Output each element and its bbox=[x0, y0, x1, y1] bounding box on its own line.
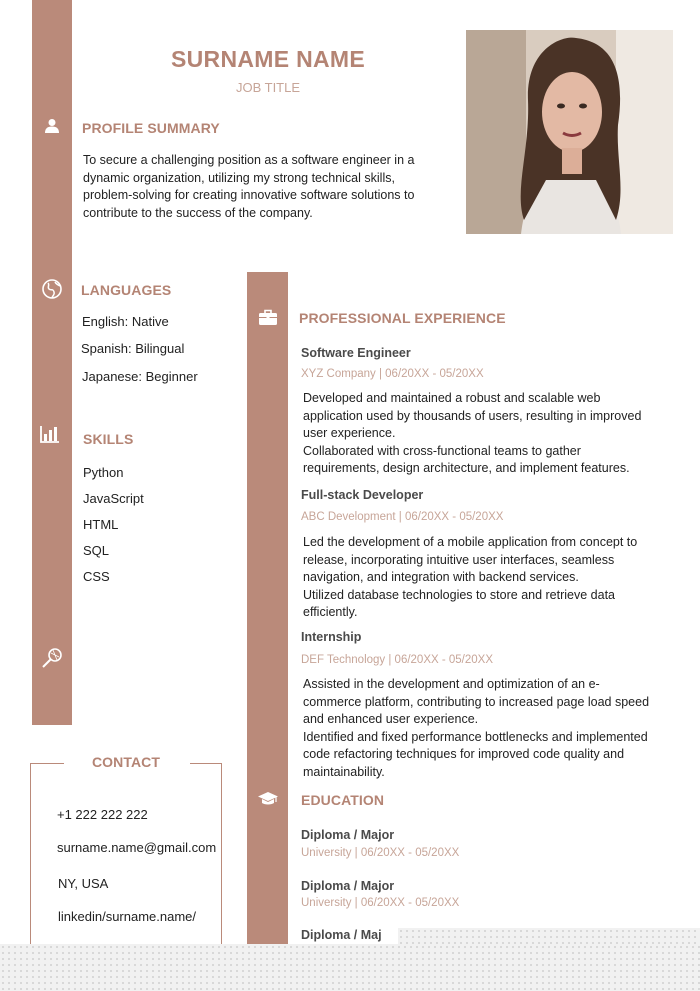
education-meta: University | 06/20XX - 05/20XX bbox=[301, 847, 460, 859]
contact-phone: +1 222 222 222 bbox=[57, 807, 148, 822]
job-line: user experience. bbox=[303, 426, 396, 440]
contact-border-left bbox=[30, 763, 31, 963]
job-role: Full-stack Developer bbox=[301, 488, 424, 502]
job-description bbox=[303, 676, 683, 781]
language-item: Spanish: Bilingual bbox=[81, 341, 185, 356]
contact-title: CONTACT bbox=[91, 754, 161, 770]
job-meta: XYZ Company | 06/20XX - 05/20XX bbox=[301, 368, 484, 380]
profile-summary-text bbox=[83, 152, 453, 222]
profile-photo bbox=[466, 30, 673, 234]
job-line: efficiently. bbox=[303, 605, 358, 619]
job-description bbox=[303, 534, 683, 622]
contact-linkedin: linkedin/surname.name/ bbox=[58, 909, 197, 924]
job-role: Software Engineer bbox=[301, 346, 411, 360]
bar-chart-icon bbox=[38, 423, 62, 445]
job-role: Internship bbox=[301, 630, 362, 644]
left-sidebar-bar bbox=[32, 0, 72, 725]
preview-cutoff-overlay bbox=[0, 944, 700, 991]
profile-line: contribute to the success of the company. bbox=[83, 205, 313, 220]
profile-line: dynamic organization, utilizing my strong technical skills, bbox=[83, 170, 395, 185]
job-line: code refactoring techniques for improved code quality and bbox=[303, 747, 625, 761]
job-line: navigation, and integration with backend services. bbox=[303, 570, 579, 584]
skill-item: CSS bbox=[83, 569, 110, 584]
education-degree: Diploma / Maj bbox=[301, 928, 382, 942]
candidate-name: SURNAME NAME bbox=[171, 46, 365, 72]
skill-item: HTML bbox=[83, 517, 119, 532]
job-line: release, incorporating intuitive user interfaces, seamless bbox=[303, 552, 615, 567]
job-description bbox=[303, 390, 683, 478]
education-degree: Diploma / Major bbox=[301, 879, 395, 893]
education-degree: Diploma / Major bbox=[301, 828, 395, 842]
job-line: Collaborated with cross-functional teams to gather bbox=[303, 443, 581, 458]
contact-email: surname.name@gmail.com bbox=[57, 840, 217, 855]
job-line: Led the development of a mobile application from concept to bbox=[303, 535, 638, 549]
job-line: commerce platform, contributing to increased page load speed bbox=[303, 694, 650, 709]
job-line: maintainability. bbox=[303, 764, 385, 779]
skill-item: SQL bbox=[83, 543, 110, 558]
skills-title: SKILLS bbox=[83, 431, 134, 447]
main-column-bar bbox=[247, 272, 288, 944]
languages-title: LANGUAGES bbox=[81, 282, 172, 298]
profile-line: To secure a challenging position as a software engineer in a bbox=[83, 153, 415, 167]
language-item: Japanese: Beginner bbox=[82, 369, 198, 384]
job-line: Utilized database technologies to store and retrieve data bbox=[303, 587, 615, 602]
job-line: Developed and maintained a robust and scalable web bbox=[303, 391, 601, 405]
job-line: and enhanced user experience. bbox=[303, 712, 479, 726]
experience-title: PROFESSIONAL EXPERIENCE bbox=[299, 310, 506, 326]
job-line: application used by thousands of users, resulting in improved bbox=[303, 408, 642, 423]
job-meta: DEF Technology | 06/20XX - 05/20XX bbox=[301, 654, 494, 666]
job-line: Assisted in the development and optimization of an e- bbox=[303, 677, 600, 691]
job-meta: ABC Development | 06/20XX - 05/20XX bbox=[301, 511, 504, 523]
language-item: English: Native bbox=[82, 314, 169, 329]
tennis-racket-icon bbox=[40, 646, 64, 670]
portrait-illustration bbox=[466, 30, 673, 234]
skill-item: Python bbox=[83, 465, 124, 480]
skill-item: JavaScript bbox=[83, 491, 144, 506]
education-meta: University | 06/20XX - 05/20XX bbox=[301, 897, 460, 909]
profile-summary-title: PROFILE SUMMARY bbox=[82, 120, 220, 136]
preview-cutoff-overlay-step bbox=[398, 928, 700, 944]
globe-icon bbox=[40, 278, 64, 300]
job-line: requirements, design architecture, and implement features. bbox=[303, 461, 630, 475]
contact-location: NY, USA bbox=[58, 876, 109, 891]
profile-line: problem-solving for creating innovative software solutions to bbox=[83, 188, 415, 202]
contact-box bbox=[30, 763, 222, 963]
job-line: Identified and fixed performance bottlenecks and implemented bbox=[303, 729, 648, 744]
briefcase-icon bbox=[257, 306, 279, 328]
graduation-cap-icon bbox=[256, 789, 280, 809]
job-title: JOB TITLE bbox=[235, 80, 301, 95]
education-title: EDUCATION bbox=[301, 792, 385, 808]
user-icon bbox=[40, 116, 64, 136]
contact-border-right bbox=[221, 763, 222, 963]
